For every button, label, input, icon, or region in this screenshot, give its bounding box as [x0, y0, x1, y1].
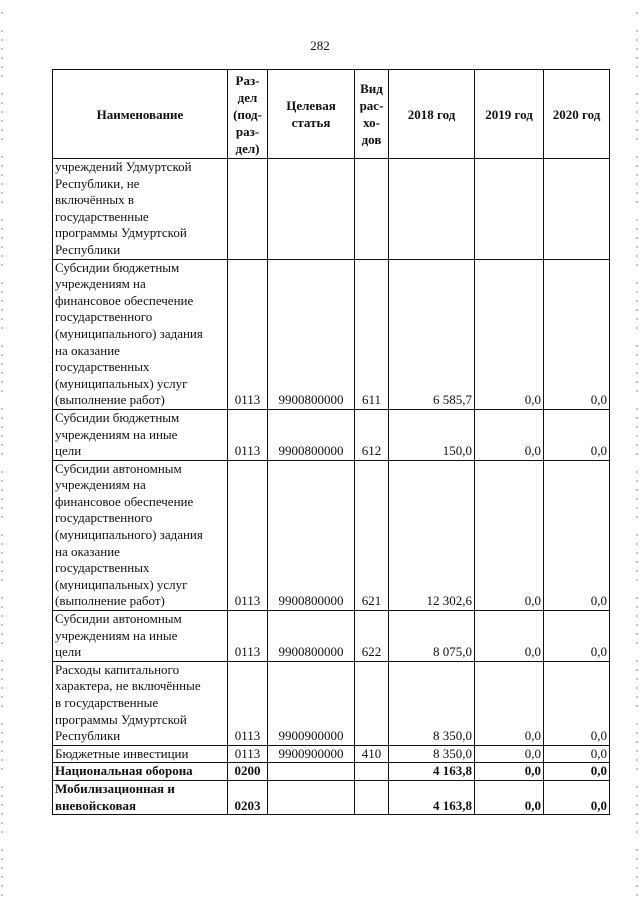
cell-section: 0113 [228, 409, 268, 460]
left-margin-dots [1, 0, 4, 905]
cell-name: Расходы капитального характера, не включённые в государственные программы Удмуртской Республики [53, 661, 228, 745]
budget-table [52, 69, 610, 815]
cell-2019: 0,0 [475, 460, 544, 610]
table-row [53, 159, 610, 260]
table-row [53, 611, 610, 662]
right-margin-dots [636, 0, 639, 905]
cell-section: 0113 [228, 460, 268, 610]
header-expense: Вид рас- хо- дов [355, 70, 389, 159]
cell-2018 [389, 159, 475, 260]
cell-2018: 8 350,0 [389, 745, 475, 763]
cell-2020: 0,0 [544, 661, 610, 745]
cell-section: 0113 [228, 745, 268, 763]
cell-2020 [544, 159, 610, 260]
cell-target: 9900800000 [268, 259, 355, 409]
cell-target: 9900800000 [268, 460, 355, 610]
cell-section: 0113 [228, 259, 268, 409]
cell-2020: 0,0 [544, 259, 610, 409]
cell-expense: 611 [355, 259, 389, 409]
cell-name: Мобилизационная и вневойсковая [53, 780, 228, 814]
cell-name: Субсидии автономным учреждениям на иные цели [53, 611, 228, 662]
cell-2018: 6 585,7 [389, 259, 475, 409]
cell-2019: 0,0 [475, 763, 544, 781]
table-row [53, 460, 610, 610]
cell-expense [355, 661, 389, 745]
cell-2018: 150,0 [389, 409, 475, 460]
table-body [53, 159, 610, 815]
cell-target: 9900800000 [268, 611, 355, 662]
cell-name: Субсидии бюджетным учреждениям на финансовое обеспечение государственного (муниципального) задания на оказание государственных (муниципальных) услуг (выполнение работ) [53, 259, 228, 409]
cell-expense: 621 [355, 460, 389, 610]
cell-2019: 0,0 [475, 745, 544, 763]
cell-target: 9900900000 [268, 745, 355, 763]
cell-expense: 612 [355, 409, 389, 460]
cell-section [228, 159, 268, 260]
cell-2019 [475, 159, 544, 260]
cell-2020: 0,0 [544, 780, 610, 814]
table-row [53, 780, 610, 814]
table-row [53, 661, 610, 745]
cell-2019: 0,0 [475, 780, 544, 814]
cell-expense [355, 763, 389, 781]
cell-section: 0203 [228, 780, 268, 814]
cell-2020: 0,0 [544, 745, 610, 763]
table-header-row [53, 70, 610, 159]
cell-target [268, 780, 355, 814]
cell-2018: 8 350,0 [389, 661, 475, 745]
cell-2020: 0,0 [544, 763, 610, 781]
cell-2018: 4 163,8 [389, 763, 475, 781]
cell-section: 0200 [228, 763, 268, 781]
header-name: Наименование [53, 70, 228, 159]
header-2019: 2019 год [475, 70, 544, 159]
header-target: Целевая статья [268, 70, 355, 159]
cell-expense: 622 [355, 611, 389, 662]
page-number: 282 [310, 38, 330, 53]
cell-target [268, 159, 355, 260]
cell-section: 0113 [228, 661, 268, 745]
table-row [53, 259, 610, 409]
header-2018: 2018 год [389, 70, 475, 159]
cell-2018: 12 302,6 [389, 460, 475, 610]
cell-name: учреждений Удмуртской Республики, не включённых в государственные программы Удмуртской Республики [53, 159, 228, 260]
table-row [53, 745, 610, 763]
cell-2019: 0,0 [475, 661, 544, 745]
cell-name: Субсидии бюджетным учреждениям на иные цели [53, 409, 228, 460]
cell-2020: 0,0 [544, 460, 610, 610]
header-section: Раз- дел (под- раз- дел) [228, 70, 268, 159]
cell-2019: 0,0 [475, 409, 544, 460]
cell-section: 0113 [228, 611, 268, 662]
table-row [53, 763, 610, 781]
cell-2020: 0,0 [544, 611, 610, 662]
cell-expense [355, 780, 389, 814]
cell-2019: 0,0 [475, 611, 544, 662]
cell-name: Бюджетные инвестиции [53, 745, 228, 763]
cell-target: 9900900000 [268, 661, 355, 745]
cell-name: Национальная оборона [53, 763, 228, 781]
cell-target: 9900800000 [268, 409, 355, 460]
cell-expense: 410 [355, 745, 389, 763]
cell-name: Субсидии автономным учреждениям на финансовое обеспечение государственного (муниципального) задания на оказание государственных (муниципальных) услуг (выполнение работ) [53, 460, 228, 610]
header-2020: 2020 год [544, 70, 610, 159]
cell-2020: 0,0 [544, 409, 610, 460]
cell-2019: 0,0 [475, 259, 544, 409]
cell-2018: 8 075,0 [389, 611, 475, 662]
cell-2018: 4 163,8 [389, 780, 475, 814]
cell-target [268, 763, 355, 781]
table-row [53, 409, 610, 460]
cell-expense [355, 159, 389, 260]
